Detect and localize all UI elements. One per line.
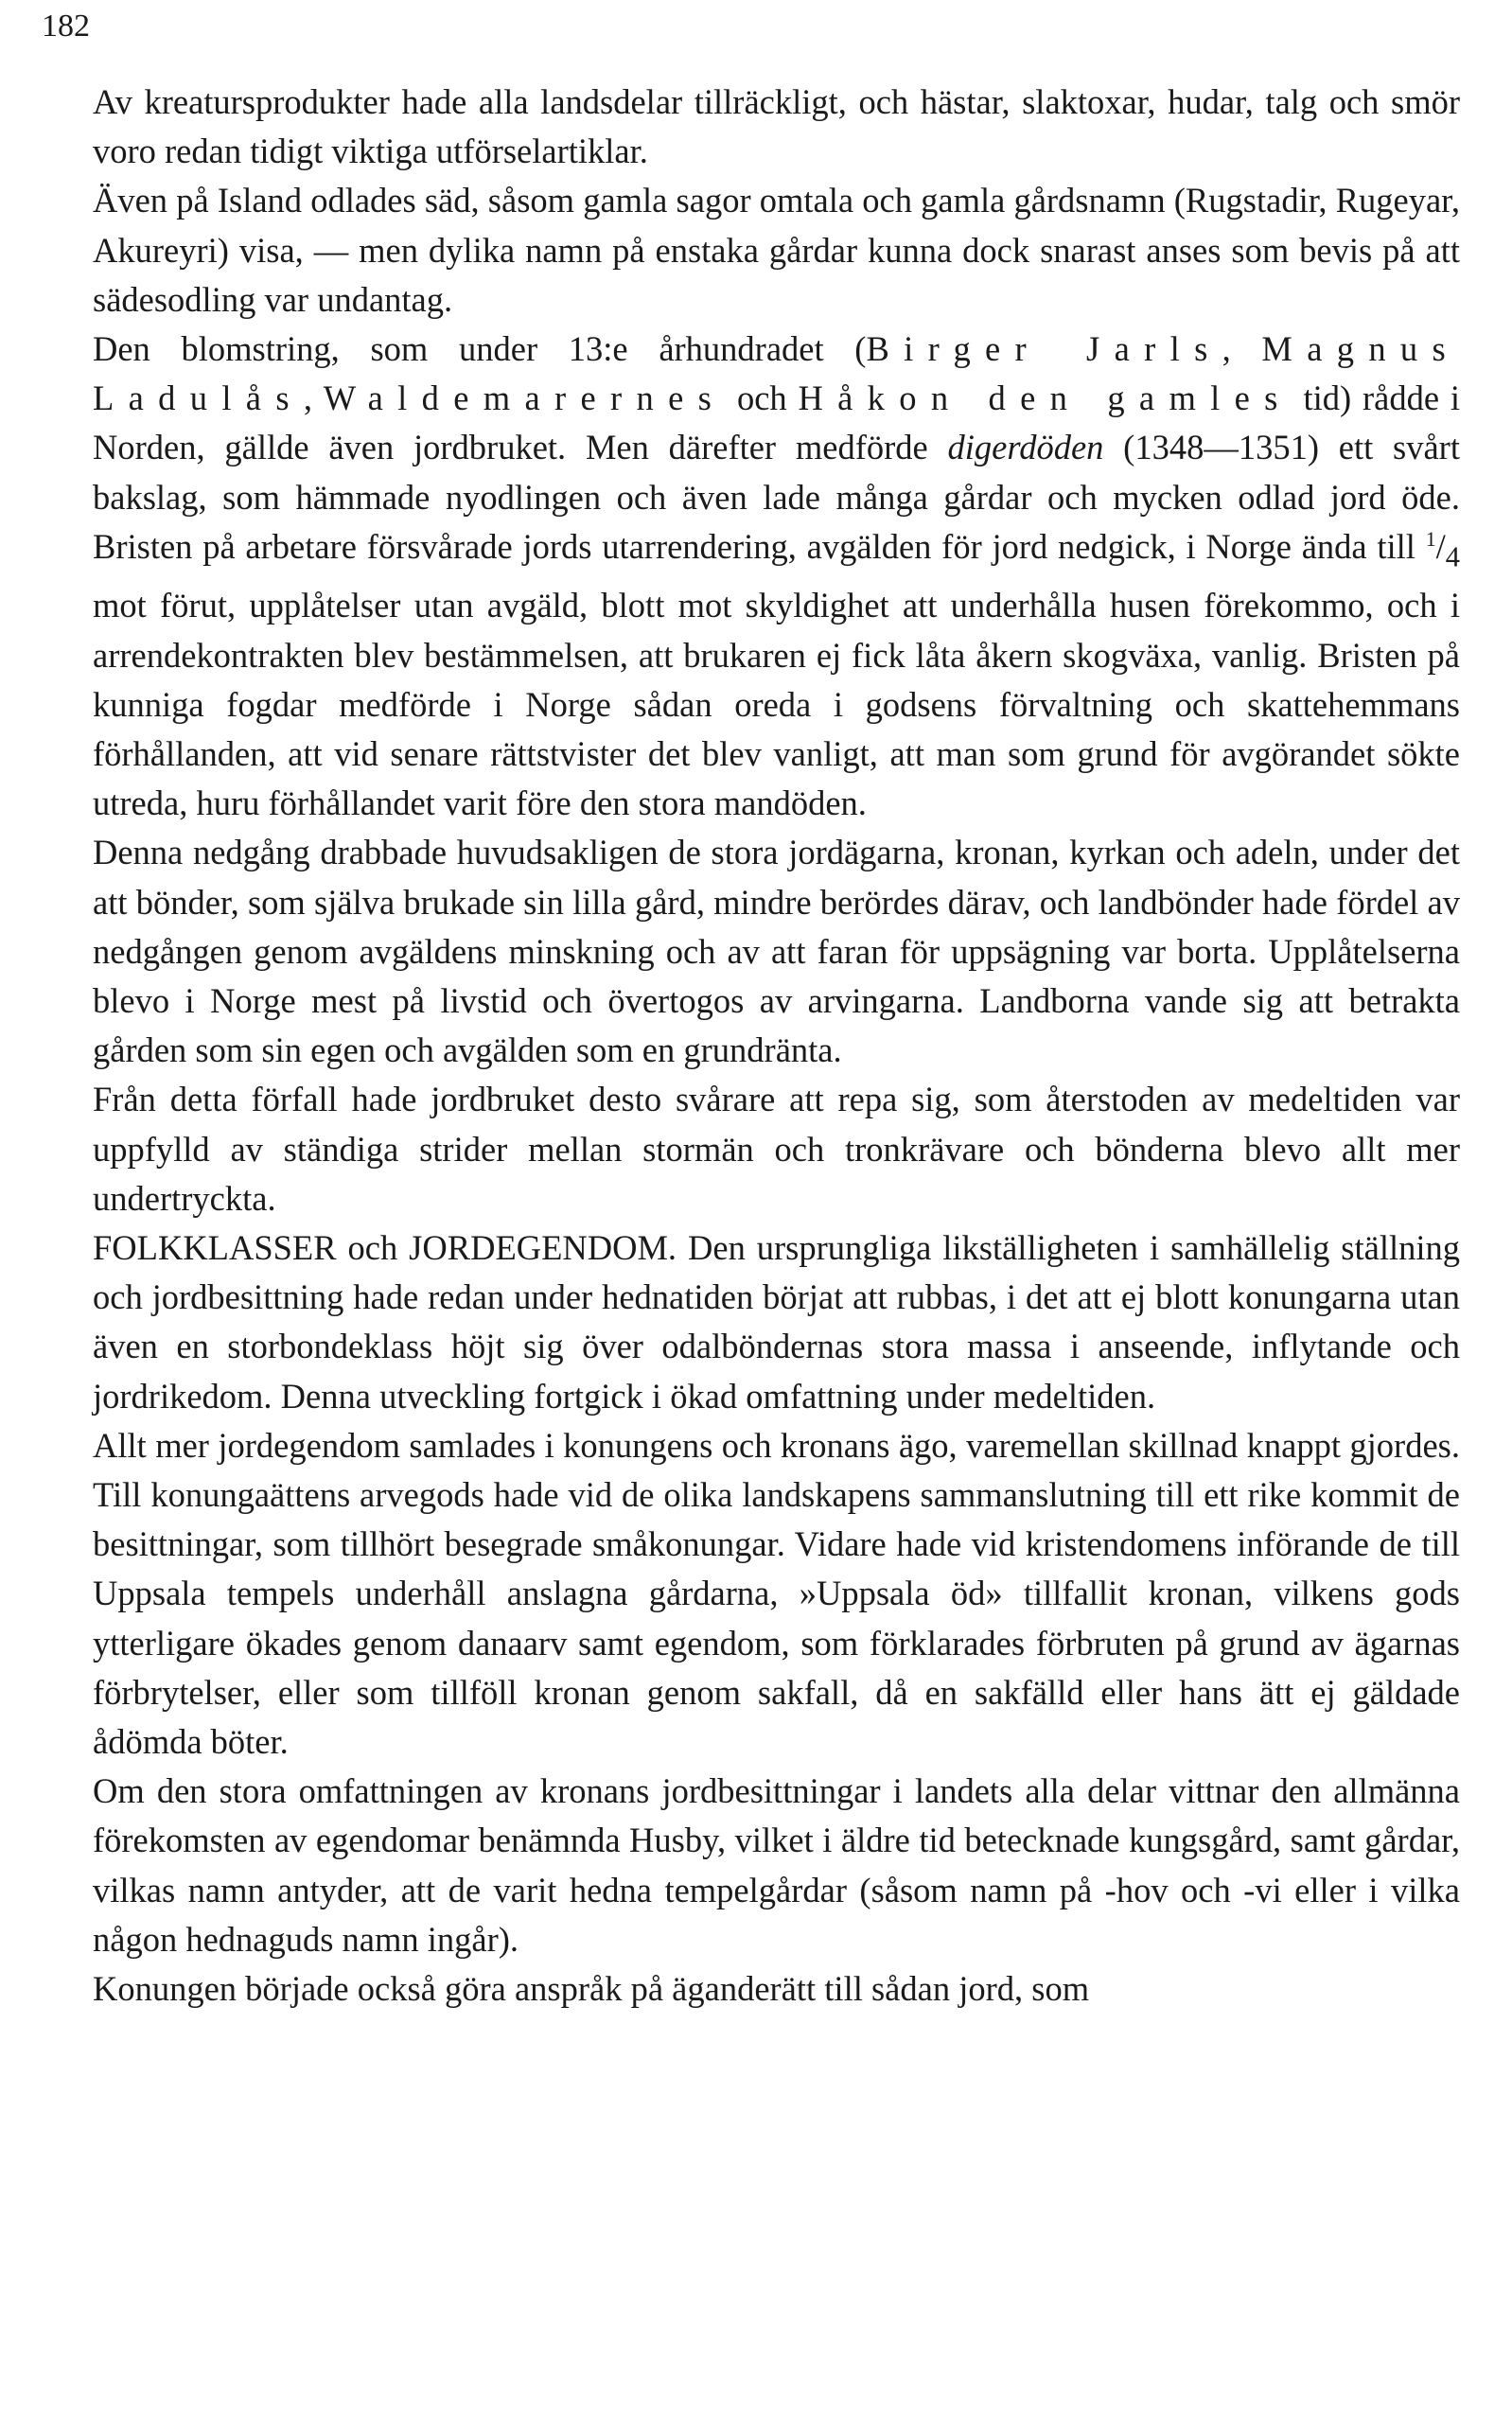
paragraph-3-text: , xyxy=(303,378,324,418)
paragraph-3-text: tid) rådde i Norden, gällde även jordbruket. Men därefter medförde xyxy=(93,378,1461,467)
name-magnus-ladulas: Magnus Ladulås xyxy=(93,329,1461,418)
paragraph-1: Av kreatursprodukter hade alla landsdelar tillräckligt, och hästar, slaktoxar, hudar, talg och smör voro redan tidigt viktiga utförselartiklar. xyxy=(93,82,1460,171)
term-digerdoden: digerdöden xyxy=(947,428,1104,467)
paragraph-9: Konungen började också göra anspråk på äganderätt till sådan jord, som xyxy=(93,1969,1090,2009)
page-body xyxy=(93,78,1460,2014)
name-birger-jarls: Birger Jarls xyxy=(866,329,1222,369)
paragraph-4: Denna nedgång drabbade huvudsakligen de stora jordägarna, kronan, kyrkan och adeln, under det att bönder, som själva brukade sin lilla gård, mindre berördes därav, och landbönder hade fördel av nedgången genom avgäldens minskning och av att faran för uppsägning var borta. Upplåtelserna blevo i Norge mest på livstid och övertogos av arvingarna. Landborna vande sig att betrakta gården som sin egen och avgälden som en grundränta. xyxy=(93,833,1460,1070)
fraction-denominator: 4 xyxy=(1445,540,1460,573)
paragraph-7: Allt mer jordegendom samlades i konungens och kronans ägo, varemellan skillnad knappt gjordes. Till konungaättens arvegods hade vid de olika landskapens sammanslutning till ett rike kommit de besittningar, som tillhört besegrade småkonungar. Vidare hade vid kristendomens införande de till Uppsala tempels underhåll anslagna gårdarna, »Uppsala öd» tillfallit kronan, vilkens gods ytterligare ökades genom danaarv samt egendom, som förklarades förbruten på grund av ägarnas förbrytelser, eller som tillföll kronan genom sakfall, då en sakfälld eller hans ätt ej gäldade ådömda böter. xyxy=(93,1425,1460,1761)
paragraph-3-text: och xyxy=(726,378,799,418)
paragraph-3-text: mot förut, upplåtelser utan avgäld, blott mot skyldighet att underhålla husen förekommo, och i arrendekontrakten blev bestämmelsen, att brukaren ej fick låta åkern skogväxa, vanlig. Bristen på kunniga fogdar medförde i Norge sådan oreda i godsens förvaltning och skattehemmans förhållanden, att vid senare rättstvister det blev vanligt, att man som grund för avgörandet sökte utreda, huru förhållandet varit före den stora mandöden. xyxy=(93,586,1460,823)
fraction-numerator: 1 xyxy=(1425,526,1436,551)
paragraph-6: FOLKKLASSER och JORDEGENDOM. Den ursprungliga likställigheten i samhällelig ställning och jordbesittning hade redan under hednatiden börjat att rubbas, i det att ej blott konungarna utan även en storbondeklass höjt sig över odalböndernas stora massa i anseende, inflytande och jordrikedom. Denna utveckling fortgick i ökad omfattning under medeltiden. xyxy=(93,1227,1460,1416)
paragraph-5: Från detta förfall hade jordbruket desto svårare att repa sig, som återstoden av medeltiden var uppfylld av ständiga strider mellan stormän och tronkrävare och bönderna blevo allt mer undertryckta. xyxy=(93,1080,1460,1218)
paragraph-3: Den blomstring, som under 13:e århundradet (Birger Jarls, Magnus Ladulås, Waldemarernes och Håkon den gamles tid) rådde i Norden, gällde även jordbruket. Men därefter medförde digerdöden (1348—1351) ett svårt bakslag, som hämmade nyodlingen och även lade många gårdar och mycken odlad jord öde. Bristen på arbetare försvårade jords utarrendering, avgälden för jord nedgick, i Norge ända till $^1/_4$ mot förut, upplåtelser utan avgäld, blott mot skyldighet att underhålla husen förekommo, och i arrendekontrakten blev bestämmelsen, att brukaren ej fick låta åkern skogväxa, vanlig. Bristen på kunniga fogdar medförde i Norge sådan oreda i godsens förvaltning och skattehemmans förhållanden, att vid senare rättstvister det blev vanligt, att man som grund för avgörandet sökte utreda, huru förhållandet varit före den stora mandöden. xyxy=(93,329,1461,823)
paragraph-3-text: , xyxy=(1222,329,1262,369)
paragraph-8: Om den stora omfattningen av kronans jordbesittningar i landets alla delar vittnar den allmänna förekomsten av egendomar benämnda Husby, vilket i äldre tid betecknade kungsgård, samt gårdar, vilkas namn antyder, att de varit hedna tempelgårdar (såsom namn på -hov och -vi eller i vilka någon hednaguds namn ingår). xyxy=(93,1771,1460,1959)
page-number: 182 xyxy=(42,9,90,44)
paragraph-3-text: Den blomstring, som under 13:e århundradet ( xyxy=(93,329,867,369)
paragraph-2: Även på Island odlades säd, såsom gamla sagor omtala och gamla gårdsnamn (Rugstadir, Rugeyar, Akureyri) visa, — men dylika namn på enstaka gårdar kunna dock snarast anses som bevis på att sädesodling var undantag. xyxy=(93,181,1460,319)
paragraph-3-text: (1348—1351) ett svårt bakslag, som hämmade nyodlingen och även lade många gårdar och mycken odlad jord öde. Bristen på arbetare försvårade jords utarrendering, avgälden för jord nedgick, i Norge ända till xyxy=(93,428,1460,566)
name-waldemarernes: Waldemarernes xyxy=(323,378,727,418)
name-hakon-den-gamles: Håkon den gamles xyxy=(798,378,1292,418)
